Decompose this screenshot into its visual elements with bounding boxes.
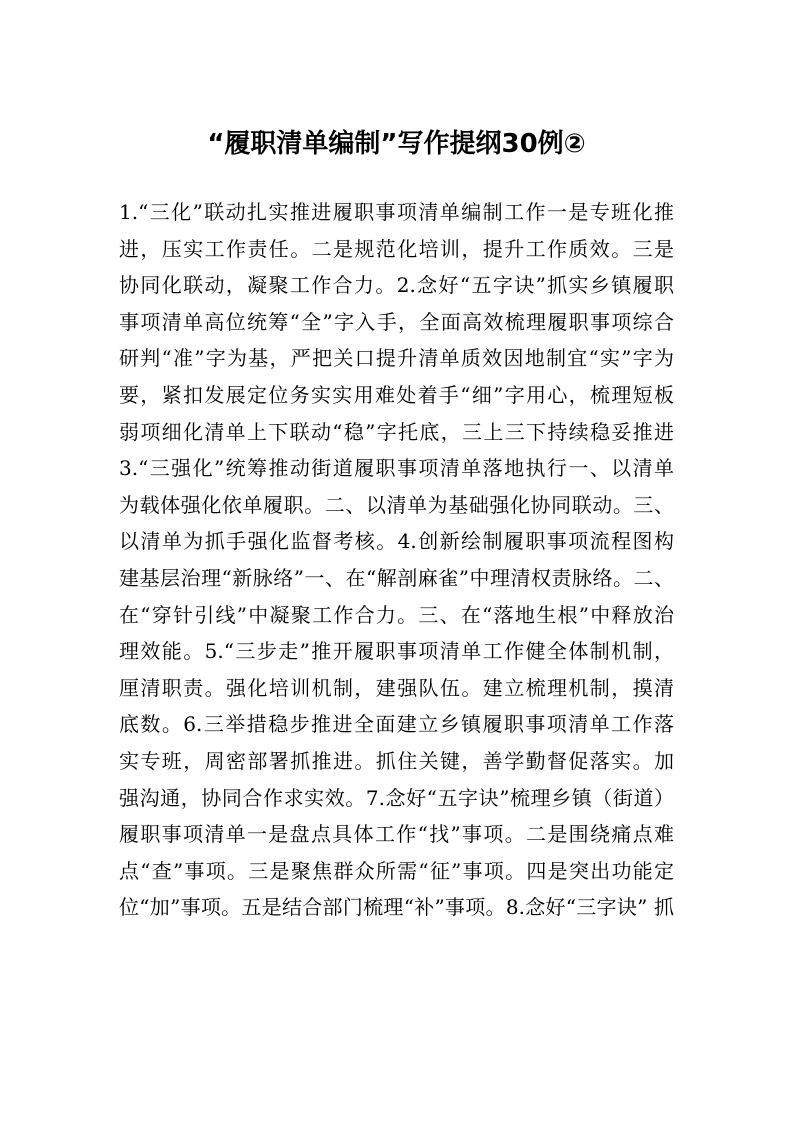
- body-line: 在“穿针引线”中凝聚工作合力。三、在“落地生根”中释放治: [119, 602, 674, 627]
- body-line: 3.“三强化”统筹推动街道履职事项清单落地执行一、以清单: [119, 456, 674, 481]
- body-line: 进，压实工作责任。二是规范化培训，提升工作质效。三是: [119, 236, 674, 261]
- body-line: 位“加”事项。五是结合部门梳理“补”事项。8.念好“三字诀” 抓: [119, 895, 674, 920]
- body-line: 1.“三化”联动扎实推进履职事项清单编制工作一是专班化推: [119, 200, 674, 224]
- body-line: 底数。6.三举措稳步推进全面建立乡镇履职事项清单工作落: [119, 712, 674, 737]
- body-line: 履职事项清单一是盘点具体工作“找”事项。二是围绕痛点难: [119, 822, 674, 847]
- body-line: 以清单为抓手强化监督考核。4.创新绘制履职事项流程图构: [119, 529, 674, 554]
- document-body: [119, 194, 674, 926]
- body-line: 为载体强化依单履职。二、以清单为基础强化协同联动。三、: [119, 492, 674, 517]
- body-line: 厘清职责。强化培训机制，建强队伍。建立梳理机制，摸清: [119, 675, 674, 700]
- body-line: 协同化联动，凝聚工作合力。2.念好“五字诀”抓实乡镇履职: [119, 273, 674, 298]
- body-line: 点“查”事项。三是聚焦群众所需“征”事项。四是突出功能定: [119, 858, 674, 883]
- body-line: 研判“准”字为基，严把关口提升清单质效因地制宜“实”字为: [119, 346, 674, 371]
- body-line: 建基层治理“新脉络”一、在“解剖麻雀”中理清权责脉络。二、: [119, 565, 674, 590]
- document-title: “履职清单编制”写作提纲30例②: [207, 129, 586, 159]
- body-line: 要，紧扣发展定位务实实用难处着手“细”字用心，梳理短板: [119, 382, 674, 407]
- body-line: 强沟通，协同合作求实效。7.念好“五字诀”梳理乡镇（街道）: [119, 785, 674, 810]
- body-line: 实专班，周密部署抓推进。抓住关键，善学勤督促落实。加: [119, 748, 674, 773]
- body-line: 理效能。5.“三步走”推开履职事项清单工作健全体制机制，: [119, 639, 674, 664]
- body-line: 弱项细化清单上下联动“稳”字托底，三上三下持续稳妥推进: [119, 419, 674, 444]
- body-line: 事项清单高位统筹“全”字入手，全面高效梳理履职事项综合: [119, 309, 674, 334]
